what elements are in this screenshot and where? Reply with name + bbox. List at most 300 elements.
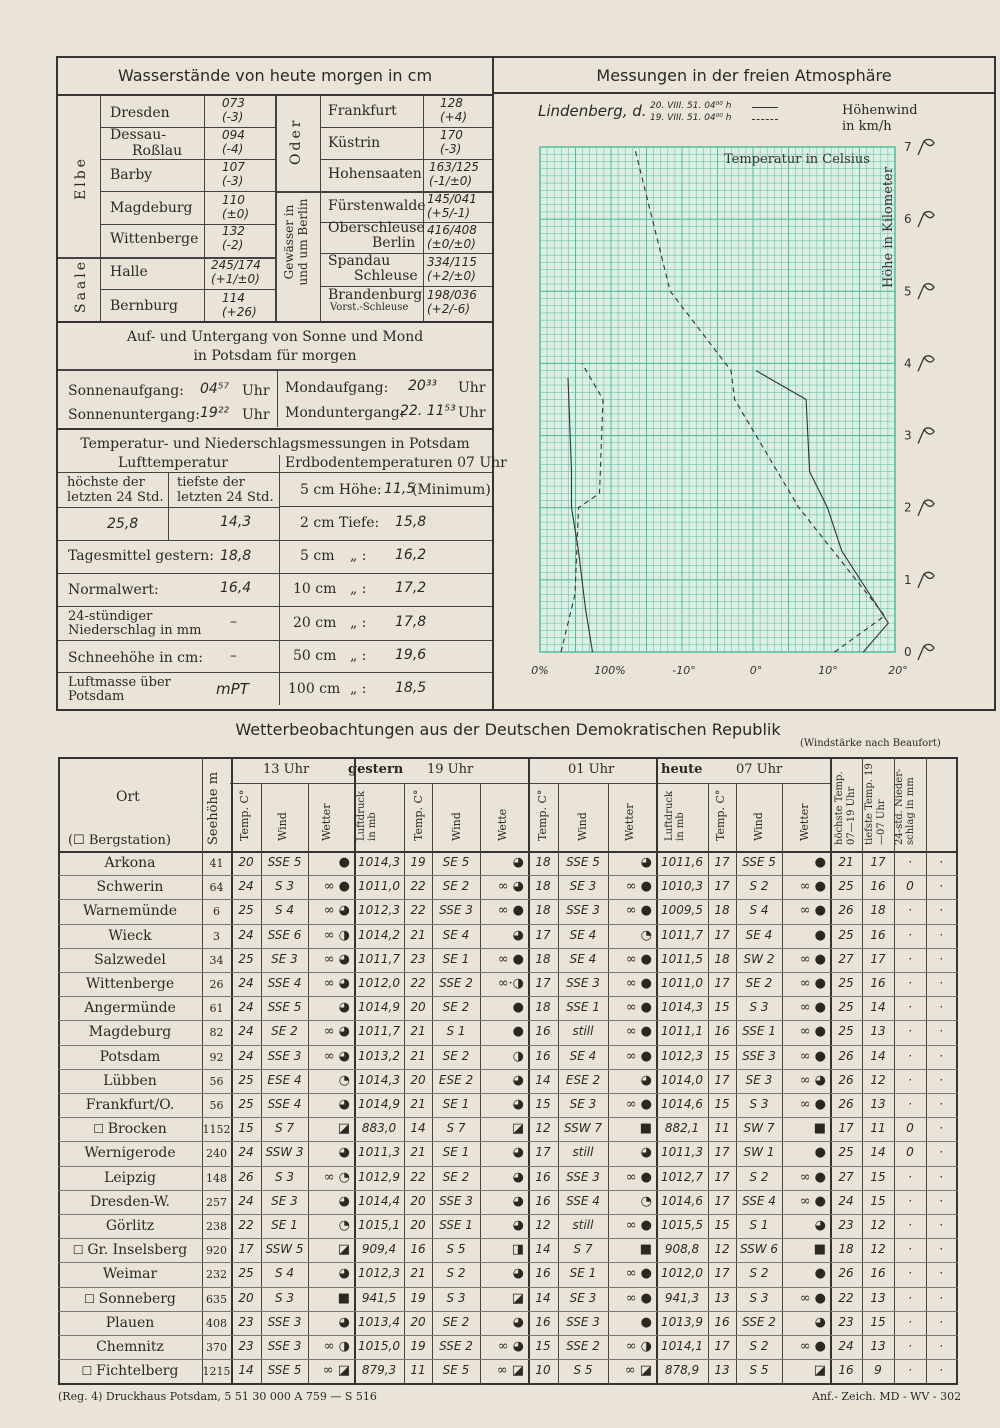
elbe-wert-3: 110 [222,193,245,207]
row-x19: ◕ [512,1193,524,1209]
row-p19: 1013,4 [358,1314,400,1329]
row-x19: ◨ [511,1242,524,1258]
ort-name: Sonneberg [98,1290,176,1307]
row-n: · [908,1314,912,1329]
row-x13: ● [338,855,350,870]
row-h: 56 [209,1074,224,1088]
row-n: · [908,976,912,990]
row-w13: SSE 3 [267,1339,302,1353]
row-t07: 16 [714,1024,730,1039]
row-t01: 16 [535,1193,551,1208]
row-min: 15 [870,1193,886,1208]
row-t13: 24 [238,1000,254,1015]
row-w19: S 3 [446,1290,466,1305]
ort-name: Salzwedel [94,951,166,968]
elbe-ort-0: Dresden [110,105,170,121]
row-w19: SE 2 [442,1048,470,1063]
ort-name: Weimar [102,1266,158,1283]
row-x01: ∞ ● [625,1290,652,1306]
bergstation-icon: ☐ [72,1243,88,1258]
footer-right: Anf.- Zeich. MD - WV - 302 [812,1390,962,1403]
row-t01: 14 [535,1290,551,1305]
x-tick-label: 10° [818,664,838,677]
row-w19: SSE 2 [439,976,473,990]
row-max: 16 [838,1363,854,1378]
row-p07: 1015,5 [661,1218,703,1232]
row-x01: ∞ ● [625,879,652,895]
row-h: 26 [209,978,224,991]
row-x07: ∞ ● [799,951,826,967]
row-h: 1215 [202,1365,231,1379]
row-x07: ∞ ● [799,1024,826,1040]
row-w07: SSE 4 [742,1193,776,1208]
row-ort [58,1170,202,1186]
sonnenaufgang-uhr: Uhr [242,383,270,399]
erd-ditto-5: „ : [350,648,367,664]
atmosphaere-chart [494,130,994,690]
row-t13: 24 [238,1193,254,1208]
row-max: 26 [838,903,854,918]
row-w13: SSW 3 [265,1145,304,1160]
row-x01: ◔ [640,927,652,943]
row-t19: 21 [410,927,426,942]
row-w13: SSE 4 [267,976,302,990]
row-rule [58,1020,958,1021]
row-p07: 878,9 [664,1363,700,1378]
h-wind-13: Wind [276,812,289,841]
row-rule [58,1045,958,1046]
row-x01: ∞ ● [625,1169,652,1185]
row-x07: ∞ ● [799,1193,826,1209]
row-x01: ◔ [640,1193,652,1209]
row-w19: SE 1 [442,1097,470,1111]
row-x01: ∞ ● [625,903,652,919]
h-01: 01 Uhr [568,762,615,777]
row-t13: 22 [238,1218,254,1232]
sonnenuntergang-value: 19²² [200,405,230,421]
row-w13: S 4 [274,903,295,918]
row-t01: 12 [535,1218,551,1232]
row-rule [58,1214,958,1215]
erd-ditto-2: „ : [350,548,367,564]
row-p07: 1012,7 [661,1169,703,1184]
row-x07: ∞ ● [799,976,826,991]
row-p07: 1010,3 [661,879,703,894]
row-x01: ∞ ● [625,1097,652,1112]
h-ort: Ort [116,789,140,805]
saale-ort-0: Halle [110,264,148,280]
row-h: 61 [209,1002,224,1016]
y-tick-label: 2 [904,500,912,515]
berlin-wert-3: 198/036 [427,288,477,302]
y-tick-label: 5 [904,284,912,299]
row-t13: 25 [238,1266,254,1281]
row-w07: SE 3 [745,1072,773,1087]
row-ort [58,1073,202,1089]
row-t01: 17 [535,1145,551,1160]
wind-barb-icon [918,500,934,516]
elbe-wert-4: 132 [222,224,245,238]
row-x19: ◕ [512,1145,524,1161]
luftmasse-value: mPT [216,680,249,698]
row-w19: S 2 [446,1266,466,1281]
row-p19: 1014,3 [358,855,400,869]
row-p07: 908,8 [664,1242,700,1257]
row-x07: ● [814,1266,826,1282]
row-t19: 19 [410,1339,426,1353]
row-p07: 1013,9 [661,1314,703,1329]
row-p19: 1013,2 [358,1048,400,1063]
row-ort [58,1097,202,1113]
row-h: 41 [209,857,224,870]
hoechste-label: höchste der letzten 24 Std. [67,475,164,505]
row-ort [58,1218,202,1234]
row-t13: 17 [238,1242,254,1257]
row-p07: 1011,1 [661,1024,703,1039]
row-n: · [908,1000,912,1015]
berlin-label: Gewässer in und um Berlin [282,198,310,286]
row-w13: S 3 [274,1169,295,1184]
row-min: 17 [870,855,886,869]
oder-ort-0: Frankfurt [328,103,397,119]
row-t13: 24 [238,976,254,990]
mondaufgang-value: 20³³ [408,378,438,394]
row-w07: S 3 [749,1000,769,1015]
row-x19: ◑ [512,1048,524,1064]
wetter-header [58,757,958,851]
row-e: · [939,1314,943,1329]
h-wetter-07: Wetter [798,803,811,841]
row-x07: ∞ ● [799,1048,826,1064]
row-w19: SE 1 [442,951,470,966]
row-n: 0 [906,1145,914,1160]
row-n: · [908,1266,912,1281]
berlin-ort-0: Fürstenwalde [328,198,426,214]
column-rule [202,757,203,1385]
row-w07: S 2 [749,1266,769,1281]
elbe-ort-1: Dessau- Roßlau [110,127,183,159]
height-axis-label: Höhe in Kilometer [881,166,896,288]
row-n: · [908,1097,912,1111]
row-e: · [939,855,943,869]
h-luftdruck-07: Luftdruck in mb [664,790,686,841]
row-x13: ∞ ◑ [323,927,350,943]
row-t13: 23 [238,1339,254,1353]
row-w01: SE 3 [569,1290,597,1305]
row-x13: ■ [337,1290,350,1306]
wind-barb-icon [918,356,934,372]
row-min: 9 [874,1363,882,1378]
row-t19: 22 [410,903,426,918]
row-x13: ∞ ● [323,879,350,895]
row-t13: 25 [238,1072,254,1087]
row-t01: 17 [535,927,551,942]
row-min: 17 [870,951,886,966]
row-w13: SSE 5 [267,855,302,869]
row-w01: SE 3 [569,1097,597,1111]
row-x19: ◕ [512,1072,524,1088]
row-min: 12 [870,1242,886,1257]
row-p19: 909,4 [361,1242,397,1257]
row-max: 26 [838,1266,854,1281]
elbe-ort-4: Wittenberge [110,231,199,247]
row-w19: SE 2 [442,1314,470,1329]
row-t19: 20 [410,1218,426,1232]
row-p07: 1014,6 [661,1193,703,1208]
row-t01: 14 [535,1242,551,1257]
row-t01: 18 [535,1000,551,1015]
row-t07: 17 [714,1193,730,1208]
row-rule [58,1069,958,1070]
row-x19: ◪ [511,1121,524,1137]
tiefste-label: tiefste der letzten 24 Std. [177,475,274,505]
h-luftdruck-19: Luftdruck in mb [356,790,378,841]
row-w13: S 7 [274,1121,295,1136]
row-e: · [939,951,943,966]
row-max: 26 [838,1048,854,1063]
h-temp-19: Temp. C° [412,789,425,841]
berlin-diff-0: (+5/-1) [427,206,471,220]
row-ort [58,1339,202,1355]
erd-tiefe-6: 100 cm [288,681,341,697]
row-x07: ■ [813,1242,826,1258]
legend-dashed [752,119,778,120]
row-h: 148 [206,1171,227,1185]
sonnenaufgang-label: Sonnenaufgang: [68,383,184,399]
row-t13: 20 [238,1290,254,1305]
row-t01: 17 [535,976,551,990]
row-e: · [939,1266,943,1281]
row-t13: 25 [238,1097,254,1111]
row-x01: ∞ ◑ [625,1339,652,1354]
row-p07: 1014,1 [661,1339,703,1353]
sonnenuntergang-label: Sonnenuntergang: [68,407,200,423]
row-w07: SSW 6 [739,1242,779,1257]
ort-name: Wernigerode [84,1145,176,1162]
row-e: · [939,879,943,894]
row-t07: 17 [714,1339,730,1353]
row-x19: ◕ [512,1169,524,1185]
ort-name: Fichtelberg [96,1363,179,1380]
row-w19: S 7 [446,1121,466,1136]
h-gestern: gestern [348,762,404,777]
row-w01: SSE 3 [566,976,600,990]
row-t01: 18 [535,951,551,966]
row-w19: S 5 [446,1242,466,1257]
row-x13: ∞ ◕ [323,951,350,967]
h-07: 07 Uhr [736,762,783,777]
row-n: 0 [906,879,914,894]
row-x07: ∞ ● [799,1169,826,1185]
row-w07: SW 1 [743,1145,775,1160]
row-t19: 20 [410,1072,426,1087]
footer-left: (Reg. 4) Druckhaus Potsdam, 5 51 30 000 A 759 — S 516 [58,1390,377,1403]
berlin-diff-1: (±0/±0) [427,237,476,251]
legend-solid [752,107,778,108]
erd-tiefe-2: 5 cm [300,548,335,564]
row-t01: 15 [535,1097,551,1111]
row-x07: ● [814,927,826,943]
mondaufgang-label: Mondaufgang: [285,380,389,396]
row-w01: SE 4 [569,927,597,942]
h-heute: heute [661,762,703,777]
row-x01: ∞ ● [625,976,652,991]
h-wetter-13: Wetter [320,803,333,841]
row-w07: S 3 [749,1097,769,1111]
erd-tiefe-1: 2 cm Tiefe: [300,515,380,531]
row-max: 24 [838,1339,854,1353]
ort-name: Lübben [103,1072,157,1089]
oder-wert-2: 163/125 [429,160,479,174]
wind-barb-icon [918,572,934,588]
row-p19: 1012,9 [358,1169,400,1184]
oder-wert-1: 170 [440,128,463,142]
row-rule [58,1117,958,1118]
x-tick-label: -10° [672,664,696,677]
row-t07: 11 [714,1121,730,1136]
row-rule [58,924,958,925]
erd-wert-1: 15,8 [395,514,427,530]
berlin-wert-0: 145/041 [427,192,477,206]
berlin-diff-3: (+2/-6) [427,302,471,316]
berlin-wert-1: 416/408 [427,223,477,237]
oder-wert-0: 128 [440,96,463,110]
h-temp-07: Temp. C° [714,789,727,841]
monduntergang-uhr: Uhr [458,405,486,421]
elbe-diff-0: (-3) [222,110,244,124]
row-t07: 18 [714,903,730,918]
row-w07: SSE 1 [742,1024,776,1039]
row-ort [58,855,202,871]
ort-name: Dresden-W. [89,1193,170,1210]
row-t19: 21 [410,1024,426,1039]
row-w07: S 2 [749,879,769,894]
row-min: 12 [870,1218,886,1232]
x-tick-label: 0° [749,664,763,677]
row-t01: 15 [535,1339,551,1353]
row-n: · [908,903,912,918]
wasserstaende-title: Wasserstände von heute morgen in cm [117,66,433,85]
row-t07: 17 [714,1072,730,1087]
erd-tiefe-0: 5 cm Höhe: [300,482,382,498]
normal-value: 16,4 [220,580,252,596]
row-t13: 25 [238,951,254,966]
row-x19: ◕ [512,927,524,943]
row-x01: ∞ ● [625,1218,652,1233]
row-w13: S 4 [274,1266,295,1281]
row-x07: ◕ [814,1218,826,1233]
y-tick-label: 4 [904,356,912,371]
row-rule [58,1141,958,1142]
row-e: · [939,1121,943,1136]
row-p07: 1011,6 [661,855,703,869]
row-ort [58,1315,202,1331]
row-max: 22 [838,1290,854,1305]
oder-ort-1: Küstrin [328,135,381,151]
row-x01: ∞ ● [625,1024,652,1040]
row-x07: ∞ ● [799,1000,826,1016]
row-h: 92 [209,1050,224,1064]
row-t19: 23 [410,951,426,966]
row-p19: 1011,3 [358,1145,400,1160]
row-x19: ∞ ◪ [496,1363,524,1379]
row-rule [58,1093,958,1094]
hoehenwind-label: Höhenwind in km/h [842,103,918,134]
erd-wert-6: 18,5 [395,680,427,696]
row-x13: ∞ ◪ [322,1363,350,1379]
row-x13: ◕ [338,1000,350,1016]
row-t19: 22 [410,976,426,990]
row-max: 25 [838,1000,854,1015]
row-n: · [908,1339,912,1353]
erd-wert-0: 11,5 [384,481,416,497]
date1-label: 20. VIII. 51. 04⁰⁰ h [650,101,732,111]
oder-diff-1: (-3) [440,142,462,156]
elbe-ort-2: Barby [110,167,153,183]
row-w01: S 5 [573,1363,593,1378]
row-t13: 20 [238,855,254,869]
h-wind-19: Wind [450,812,463,841]
row-h: 56 [209,1099,224,1112]
y-tick-label: 0 [904,645,912,659]
wetter-note: (Windstärke nach Beaufort) [800,738,941,749]
row-w19: SE 2 [442,1169,470,1184]
row-w01: SSE 1 [566,1000,600,1015]
row-ort [58,879,202,895]
row-t19: 20 [410,1314,426,1329]
row-x19: ● [512,1024,524,1040]
row-t07: 15 [714,1097,730,1111]
row-n: · [908,1169,912,1184]
row-w13: SE 3 [271,951,298,966]
h-wetter-01: Wetter [623,803,636,841]
elbe-label: Elbe [73,156,89,200]
wind-barb-icon [918,212,934,228]
oder-label: Oder [288,117,304,165]
row-n: · [908,1242,912,1257]
row-w07: S 4 [749,903,769,918]
row-x13: ◕ [338,1145,350,1161]
row-ort [58,1000,202,1016]
row-t07: 17 [714,927,730,942]
row-x19: ◕ [512,1314,524,1330]
row-p19: 1014,3 [358,1072,400,1087]
row-n: · [908,1193,912,1208]
row-ort [58,1024,202,1040]
luftmasse-label: Luftmasse über Potsdam [68,675,171,704]
row-p19: 1014,2 [358,927,400,942]
row-ort [58,1194,202,1210]
erd-ditto-6: „ : [350,681,367,697]
saale-wert-0: 245/174 [211,258,261,272]
row-t13: 15 [238,1121,254,1136]
atmosphaere-title: Messungen in der freien Atmosphäre [596,66,892,85]
row-t07: 15 [714,1218,730,1232]
row-t13: 25 [238,903,254,918]
berlin-diff-2: (+2/±0) [427,269,476,283]
row-e: · [939,1242,943,1257]
row-t01: 16 [535,1169,551,1184]
row-t07: 16 [714,1314,730,1329]
saale-ort-1: Bernburg [110,298,178,314]
row-x07: ∞ ● [799,1290,826,1306]
row-min: 13 [870,1290,886,1305]
row-h: 3 [213,929,220,943]
row-p07: 1011,5 [661,951,703,966]
row-x07: ∞ ● [799,1339,826,1354]
row-n: · [908,1290,912,1305]
row-w13: SSW 5 [265,1242,304,1257]
